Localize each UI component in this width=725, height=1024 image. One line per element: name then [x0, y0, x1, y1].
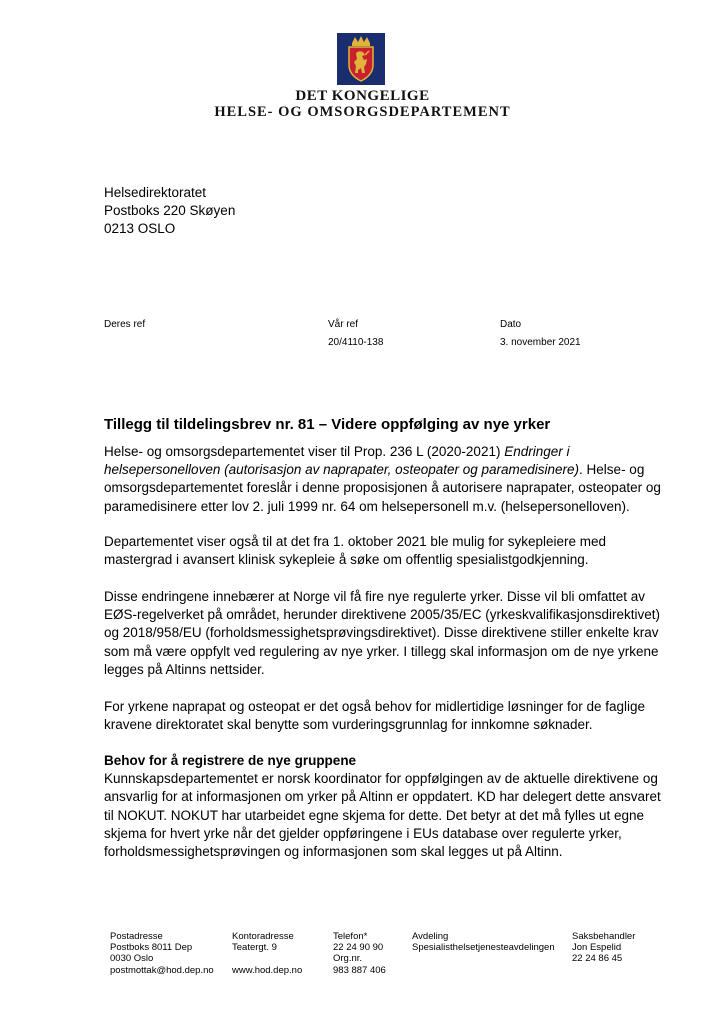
footer-post-line1: Postboks 8011 Dep: [110, 942, 193, 954]
footer-saks-name: Jon Espelid: [572, 942, 622, 954]
footer-saksbehandler: [572, 931, 635, 965]
paragraph-1-end: . Helse- og omsorgsdepartementet foreslår i denne proposisjonen å autorisere naprapater, osteopater og paramedisinere etter lov 2. juli 1999 nr. 64 om helsepersonell m.v. (helsepersonelloven).: [104, 462, 661, 514]
coat-of-arms-logo: [337, 33, 385, 85]
paragraph-2-text: Departementet viser også til at det fra 1. oktober 2021 ble mulig for sykepleiere med mastergrad i avansert klinisk sykepleie å søke om offentlig spesialistgodkjenning.: [104, 534, 607, 568]
paragraph-1-start: Helse- og omsorgsdepartementet viser til Prop. 236 L (2020-2021): [104, 444, 505, 459]
paragraph-2: [104, 533, 664, 569]
recipient-address: [104, 184, 235, 238]
footer-orgnr-label: Org.nr.: [333, 953, 363, 965]
footer-saks-label: Saksbehandler: [572, 931, 636, 942]
paragraph-4-text: For yrkene naprapat og osteopat er det også behov for midlertidige løsninger for de faglige kravene direktoratet skal benytte som vurderingsgrunnlag for innkomne søknader.: [104, 699, 646, 733]
recipient-name: Helsedirektoratet: [104, 185, 207, 200]
department-name-line1: DET KONGELIGE: [295, 88, 430, 104]
department-name-line2: HELSE- OG OMSORGSDEPARTEMENT: [214, 104, 511, 120]
paragraph-3: [104, 588, 664, 679]
paragraph-4: [104, 698, 664, 734]
dato-label: Dato: [500, 319, 522, 330]
footer-avdeling-label: Avdeling: [412, 931, 449, 942]
footer-telefon-label: Telefon*: [333, 931, 368, 942]
paragraph-3-text: Disse endringene innebærer at Norge vil få fire nye regulerte yrker. Disse vil bli omfattet av EØS-regelverket på området, herunder direktivene 2005/35/EC (yrkeskvalifikasjonsdirektivet) og 2018/958/EU (forholdsmessighetsprøvingsdirektivet). Disse direktivene stiller enkelte krav som må være oppfylt ved regulering av nye yrker. I tillegg skal informasjon om de nye yrkene legges på Altinns nettsider.: [104, 589, 661, 677]
lion-crest-icon: [337, 33, 385, 85]
footer-telefon-number: 22 24 90 90: [333, 942, 384, 954]
footer-orgnr-value: 983 887 406: [333, 964, 386, 976]
var-ref-label: Vår ref: [328, 319, 359, 330]
deres-ref-label: Deres ref: [104, 319, 146, 330]
paragraph-5-text: Kunnskapsdepartementet er norsk koordinator for oppfølgingen av de aktuelle direktivene og ansvarlig for at informasjonen om yrker på Altinn er oppdatert. KD har delegert dette ansvaret til NOKUT. NOKUT har utarbeidet egne skjema for dette. Det betyr at det må fylles ut egne skjema for hvert yrke når det gjelder oppføringene i EUs database over regulerte yrker, forholdsmessighetsprøvingen og informasjonen som skal legges ut på Altinn.: [104, 771, 661, 860]
footer-kontoradresse: [232, 931, 302, 976]
footer-kontor-label: Kontoradresse: [232, 931, 294, 942]
var-ref-value: 20/4110-138: [328, 337, 384, 348]
recipient-street: Postboks 220 Skøyen: [104, 203, 236, 218]
footer-postadresse: [110, 931, 214, 976]
footer-post-label: Postadresse: [110, 931, 163, 942]
paragraph-1-italic: Endringer i helsepersonelloven (autorisasjon av naprapater, osteopater og paramedisinere): [104, 444, 580, 478]
section-behov: [104, 752, 664, 861]
footer-post-email: postmottak@hod.dep.no: [110, 964, 214, 976]
footer-kontor-web: www.hod.dep.no: [232, 964, 303, 976]
letter-title: Tillegg til tildelingsbrev nr. 81 – Videre oppfølging av nye yrker: [104, 416, 551, 433]
footer-avdeling-value: Spesialisthelsetjenesteavdelingen: [412, 942, 555, 954]
recipient-postal: 0213 OSLO: [104, 221, 176, 236]
paragraph-1: [104, 443, 664, 516]
footer-telefon: [333, 931, 386, 976]
dato-value: 3. november 2021: [500, 337, 581, 348]
footer-kontor-line1: Teatergt. 9: [232, 942, 277, 954]
footer-avdeling: [412, 931, 555, 953]
section-subheading: Behov for å registrere de nye gruppene: [104, 753, 357, 768]
footer-saks-phone: 22 24 86 45: [572, 953, 623, 965]
footer-post-line2: 0030 Oslo: [110, 953, 154, 965]
